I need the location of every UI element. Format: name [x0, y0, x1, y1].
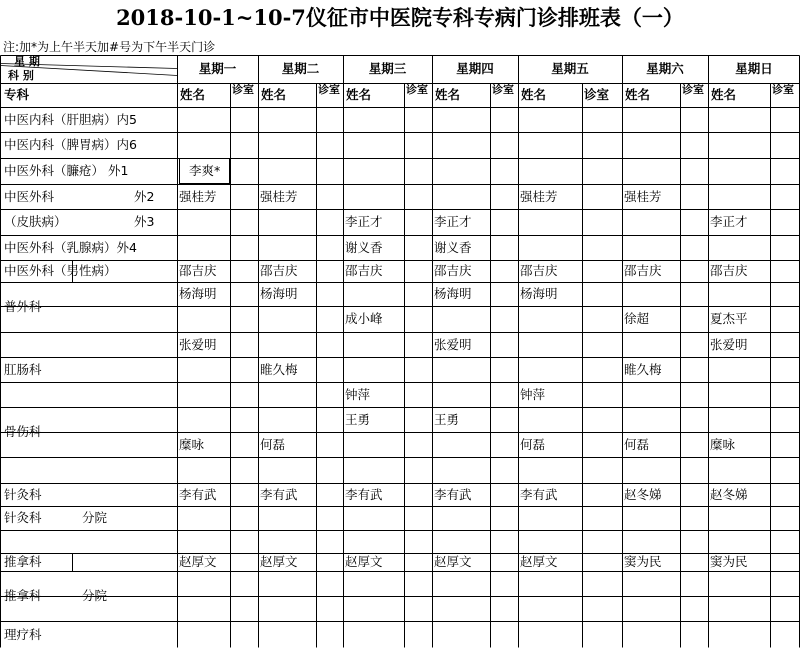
schedule-cell-r19_thu[interactable]: 赵厚文 — [434, 554, 472, 569]
name-col-header-sat: 姓名 — [625, 87, 651, 102]
header-corner-dept: 科 别 — [8, 69, 34, 82]
dept-label-d12a: 针灸科 — [4, 510, 42, 525]
schedule-cell-r4_tue[interactable]: 强桂芳 — [260, 189, 298, 204]
dept-label-d4a: 中医外科 — [4, 189, 55, 204]
schedule-cell-r8_fri[interactable]: 杨海明 — [520, 286, 558, 301]
room-col-header-thu: 诊室 — [492, 83, 514, 96]
room-col-header-sun: 诊室 — [772, 83, 794, 96]
schedule-cell-r19_fri[interactable]: 赵厚文 — [520, 554, 558, 569]
dept-label-d6: 中医外科（乳腺病）外4 — [4, 240, 137, 255]
name-col-header-tue: 姓名 — [261, 87, 287, 102]
day-header-fri: 星期五 — [551, 61, 589, 76]
dept-label-d10: 骨伤科 — [4, 424, 42, 439]
schedule-cell-r9_sun[interactable]: 夏杰平 — [710, 311, 748, 326]
schedule-cell-r5_thu[interactable]: 李正才 — [434, 214, 472, 229]
schedule-cell-r5_wed[interactable]: 李正才 — [345, 214, 383, 229]
room-col-header-sat: 诊室 — [682, 83, 704, 96]
name-col-header-fri: 姓名 — [521, 87, 547, 102]
dept-label-d5b: 外3 — [134, 214, 155, 229]
schedule-cell-r14_sat[interactable]: 何磊 — [624, 437, 650, 452]
schedule-cell-r7_thu[interactable]: 邵吉庆 — [434, 263, 472, 278]
schedule-cell-r16_tue[interactable]: 李有武 — [260, 487, 298, 502]
schedule-cell-r5_sun[interactable]: 李正才 — [710, 214, 748, 229]
dept-label-d2: 中医内科（脾胃病）内6 — [4, 137, 137, 152]
schedule-cell-r10_thu[interactable]: 张爱明 — [434, 337, 472, 352]
schedule-cell-r4_mon[interactable]: 强桂芳 — [179, 189, 217, 204]
note-text: 注:加*为上午半天加#号为下午半天门诊 — [3, 40, 216, 54]
schedule-cell-r8_tue[interactable]: 杨海明 — [260, 286, 298, 301]
schedule-cell-r3_mon[interactable]: 李爽* — [179, 158, 230, 184]
schedule-cell-r16_sat[interactable]: 赵冬娣 — [624, 487, 662, 502]
schedule-cell-r16_mon[interactable]: 李有武 — [179, 487, 217, 502]
dept-label-d4b: 外2 — [134, 189, 155, 204]
schedule-cell-r19_mon[interactable]: 赵厚文 — [179, 554, 217, 569]
room-col-header-tue: 诊室 — [318, 83, 340, 96]
day-header-mon: 星期一 — [198, 61, 237, 76]
schedule-cell-r16_wed[interactable]: 李有武 — [345, 487, 383, 502]
day-header-wed: 星期三 — [368, 61, 407, 76]
schedule-cell-r14_fri[interactable]: 何磊 — [520, 437, 546, 452]
schedule-cell-r4_sat[interactable]: 强桂芳 — [624, 189, 662, 204]
schedule-cell-r11_tue[interactable]: 睢久梅 — [260, 362, 298, 377]
schedule-cell-r10_sun[interactable]: 张爱明 — [710, 337, 748, 352]
dept-label-d12b: 分院 — [82, 510, 108, 525]
name-col-header-mon: 姓名 — [180, 87, 206, 102]
dept-label-d7: 中医外科（男性病） — [4, 263, 117, 278]
schedule-cell-r8_thu[interactable]: 杨海明 — [434, 286, 472, 301]
schedule-cell-r7_mon[interactable]: 邵吉庆 — [179, 263, 217, 278]
schedule-cell-r7_fri[interactable]: 邵吉庆 — [520, 263, 558, 278]
schedule-cell-r4_fri[interactable]: 强桂芳 — [520, 189, 558, 204]
header-corner-day: 星 期 — [14, 55, 40, 68]
sheet-title: 2018-10-1~10-7仪征市中医院专科专病门诊排班表（一） — [116, 5, 684, 30]
dept-label-d15: 理疗科 — [4, 627, 42, 642]
room-col-header-fri: 诊室 — [584, 87, 610, 102]
schedule-cell-r6_thu[interactable]: 谢义香 — [434, 240, 472, 255]
dept-label-d1: 中医内科（肝胆病）内5 — [4, 112, 137, 127]
schedule-cell-r16_thu[interactable]: 李有武 — [434, 487, 472, 502]
name-col-header-wed: 姓名 — [346, 87, 372, 102]
schedule-cell-r14_tue[interactable]: 何磊 — [260, 437, 286, 452]
schedule-cell-r14_sun[interactable]: 糜咏 — [710, 437, 736, 452]
schedule-cell-r19_tue[interactable]: 赵厚文 — [260, 554, 298, 569]
dept-label-d8: 普外科 — [4, 299, 42, 314]
room-col-header-wed: 诊室 — [406, 83, 428, 96]
schedule-cell-r9_sat[interactable]: 徐超 — [624, 311, 650, 326]
dept-label-d13: 推拿科 — [4, 554, 42, 569]
dept-label-d3: 中医外科（臁疮） 外1 — [4, 163, 129, 178]
day-header-sat: 星期六 — [646, 61, 684, 76]
name-col-header-thu: 姓名 — [435, 87, 461, 102]
dept-col-header: 专科 — [4, 87, 30, 102]
schedule-grid[interactable] — [0, 55, 800, 648]
dept-label-d9: 肛肠科 — [4, 362, 42, 377]
schedule-cell-r9_wed[interactable]: 成小峰 — [345, 311, 383, 326]
schedule-cell-r7_tue[interactable]: 邵吉庆 — [260, 263, 298, 278]
day-header-thu: 星期四 — [456, 61, 494, 76]
schedule-cell-r7_sun[interactable]: 邵吉庆 — [710, 263, 748, 278]
schedule-cell-r19_sun[interactable]: 窦为民 — [710, 554, 748, 569]
dept-label-d5a: （皮肤病） — [4, 214, 67, 229]
schedule-cell-r16_sun[interactable]: 赵冬娣 — [710, 487, 748, 502]
dept-label-d14a: 推拿科 — [4, 588, 42, 603]
schedule-cell-r14_mon[interactable]: 糜咏 — [179, 437, 205, 452]
dept-label-d14b: 分院 — [82, 588, 108, 603]
schedule-cell-r16_fri[interactable]: 李有武 — [520, 487, 558, 502]
schedule-cell-r7_sat[interactable]: 邵吉庆 — [624, 263, 662, 278]
schedule-cell-r6_wed[interactable]: 谢义香 — [345, 240, 383, 255]
dept-label-d11: 针灸科 — [4, 487, 42, 502]
name-col-header-sun: 姓名 — [711, 87, 737, 102]
schedule-cell-r13_thu[interactable]: 王勇 — [434, 412, 460, 427]
day-header-tue: 星期二 — [281, 61, 320, 76]
schedule-cell-r10_mon[interactable]: 张爱明 — [179, 337, 217, 352]
schedule-cell-r13_wed[interactable]: 王勇 — [345, 412, 371, 427]
schedule-cell-r11_sat[interactable]: 睢久梅 — [624, 362, 662, 377]
schedule-cell-r7_wed[interactable]: 邵吉庆 — [345, 263, 383, 278]
day-header-sun: 星期日 — [735, 61, 773, 76]
schedule-cell-r8_mon[interactable]: 杨海明 — [179, 286, 217, 301]
room-col-header-mon: 诊室 — [232, 83, 254, 96]
schedule-cell-r12_wed[interactable]: 钟萍 — [345, 387, 371, 402]
schedule-cell-r19_wed[interactable]: 赵厚文 — [345, 554, 383, 569]
schedule-cell-r12_fri[interactable]: 钟萍 — [520, 387, 546, 402]
schedule-cell-r19_sat[interactable]: 窦为民 — [624, 554, 662, 569]
